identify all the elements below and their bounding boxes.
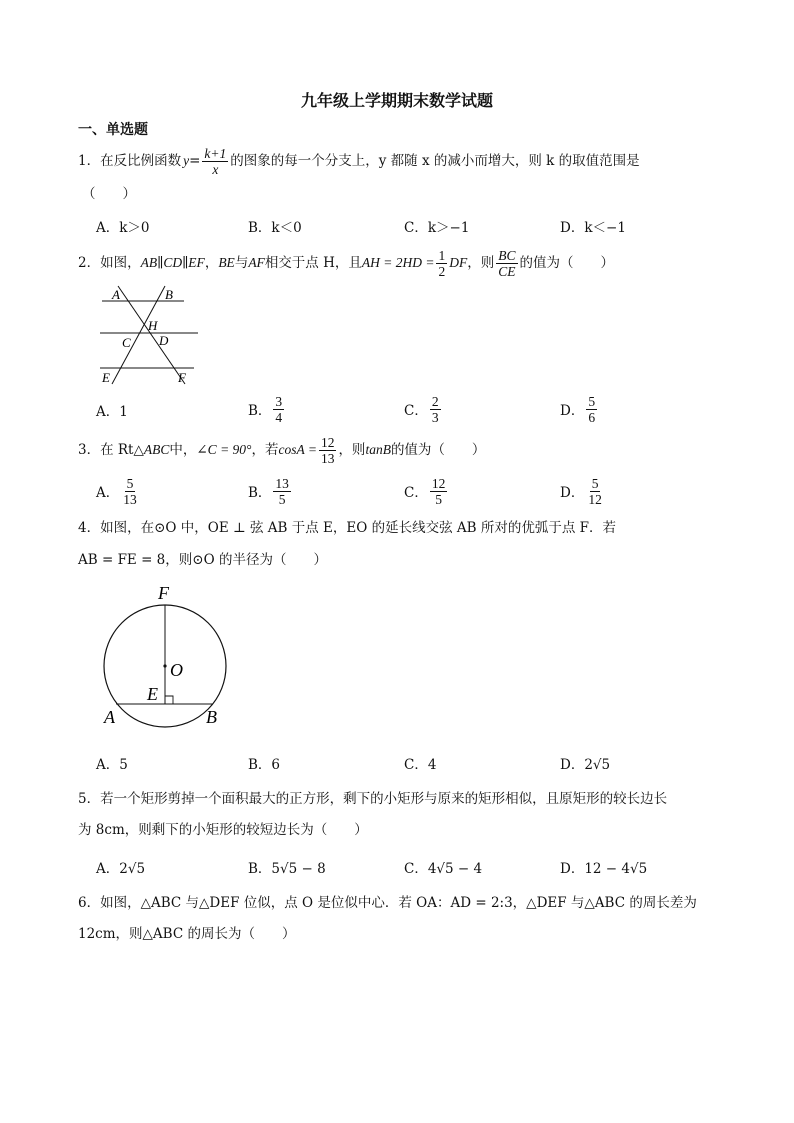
option-a: A．5 [96,757,128,773]
label-o: O [170,660,183,680]
option-d: D．12 − 4√5 [560,861,648,877]
option-c: C．4√5 − 4 [404,861,483,877]
question-number: 4． [78,520,101,536]
math-expr: AB∥CD∥EF [140,255,205,270]
fraction [202,146,228,177]
option-letter: A． [96,404,120,420]
fraction [273,476,291,507]
fraction-denominator: 5 [435,491,442,507]
figure-circle [100,582,240,730]
fraction-numerator: 5 [591,475,599,491]
label-c: C [122,335,131,350]
math-var: y [183,153,190,168]
option-b: B．k＜0 [248,220,302,236]
question-4 [78,518,616,538]
question-text: 在反比例函数 [100,153,182,169]
fraction-numerator: 3 [275,393,283,409]
label-h: H [148,318,158,333]
option-a: A．2√5 [96,861,146,877]
fraction-denominator: x [212,161,219,177]
option-c [404,472,449,510]
question-4-line2: AB = FE = 8，则⊙O 的半径为（ ） [78,552,327,568]
fraction [586,476,604,507]
fraction [436,248,447,279]
option-value: 1 [119,404,128,420]
option-letter: D． [560,485,585,501]
question-2 [78,245,614,281]
label-a: A [112,287,120,302]
question-6-line2: 12cm，则△ABC 的周长为（ ） [78,926,296,942]
fraction-numerator: k+1 [204,145,227,161]
fraction [273,394,284,425]
question-text: 如图，△ABC 与△DEF 位似，点 O 是位似中心．若 OA：AD = 2:3，△DEF 与△ABC 的周长差为 [100,895,697,911]
page-title: 九年级上学期期末数学试题 [300,91,493,110]
option-c [404,390,443,428]
label-e: E [147,684,158,704]
math-expr: AH = 2HD = [361,255,435,270]
option-c: C．4 [404,757,437,773]
option-letter: A． [96,485,120,501]
question-number: 2． [78,255,101,271]
fraction-denominator: 3 [431,409,439,425]
option-d [560,390,599,428]
question-number: 3． [78,442,101,458]
question-text: 的图象的每一个分支上，y 都随 x 的减小而增大，则 k 的取值范围是 [230,153,640,169]
option-letter: C． [404,485,428,501]
fraction-denominator: 13 [123,491,137,507]
math-expr: ∠C = 90° [196,442,252,457]
fraction [586,394,597,425]
math-expr: AF [248,255,265,270]
math-eq: = [189,153,201,169]
option-b: B．6 [248,757,281,773]
math-expr: tanB [365,442,391,457]
fraction [430,394,441,425]
question-text: ，则 [338,442,366,458]
fraction [430,476,448,507]
question-1 [78,146,640,176]
math-expr: BE [218,255,235,270]
option-d [560,472,606,510]
question-number: 5． [78,791,101,807]
math-expr: cosA = [278,442,317,457]
fraction-denominator: 5 [278,491,286,507]
question-5-line2: 为 8cm，则剩下的小矩形的较短边长为（ ） [78,822,368,838]
question-text: ， [204,255,219,271]
fraction [496,248,517,279]
fraction [121,476,139,507]
option-letter: D． [560,403,585,419]
option-d: D．k＜−1 [560,220,626,236]
math-expr: DF [449,255,468,270]
question-text: 若一个矩形剪掉一个面积最大的正方形，剩下的小矩形与原来的矩形相似，且原矩形的较长边长 [100,791,668,807]
fraction-denominator: 4 [275,409,283,425]
label-f: F [158,583,169,603]
question-text: 的值为（ ） [390,442,486,458]
math-expr: △ABC [133,442,170,457]
fraction-numerator: 5 [126,475,134,491]
option-b [248,472,293,510]
label-f: F [178,370,186,385]
question-text: ，若 [251,442,279,458]
option-letter: C． [404,403,428,419]
label-d: D [159,333,169,348]
option-letter: B． [248,403,272,419]
option-b: B．5√5 − 8 [248,861,326,877]
fraction-numerator: 5 [588,393,596,409]
question-text: 相交于点 H，且 [264,255,362,271]
question-text: 如图， [100,255,141,271]
fraction-denominator: 13 [320,450,335,466]
option-letter: B． [248,485,272,501]
fraction-numerator: 13 [275,475,289,491]
question-text: 的值为（ ） [519,255,614,271]
fraction-denominator: CE [498,263,516,279]
fraction-numerator: 2 [431,393,439,409]
option-d: D．2√5 [560,757,611,773]
label-b: B [165,287,173,302]
fraction-numerator: 1 [438,247,446,263]
question-3 [78,432,485,468]
right-angle-mark [165,696,173,704]
label-b: B [206,707,217,727]
option-b [248,390,286,428]
fraction [319,435,337,466]
fraction-denominator: 12 [588,491,602,507]
option-a [96,400,128,420]
question-number: 1． [78,153,101,169]
option-c: C．k＞−1 [404,220,470,236]
label-e: E [102,370,110,385]
fraction-numerator: 12 [320,434,335,450]
question-text: 与 [234,255,249,271]
fraction-denominator: 6 [588,409,596,425]
question-text: 在 Rt [100,442,134,458]
question-6 [78,893,697,913]
fraction-numerator: BC [498,247,516,263]
answer-paren: （ ） [82,186,136,202]
fraction-numerator: 12 [431,475,446,491]
section-heading: 一、单选题 [78,122,148,138]
question-text: 如图，在⊙O 中，OE ⊥ 弦 AB 于点 E，EO 的延长线交弦 AB 所对的优弧于点 F．若 [100,520,616,536]
figure-parallel-lines [92,284,207,390]
label-a: A [104,707,115,727]
question-text: ，则 [467,255,495,271]
question-number: 6． [78,895,101,911]
center-dot [163,664,166,667]
option-a: A．k＞0 [96,220,150,236]
question-text: 中， [169,442,197,458]
option-a [96,472,141,510]
question-5 [78,789,667,809]
fraction-denominator: 2 [438,263,446,279]
